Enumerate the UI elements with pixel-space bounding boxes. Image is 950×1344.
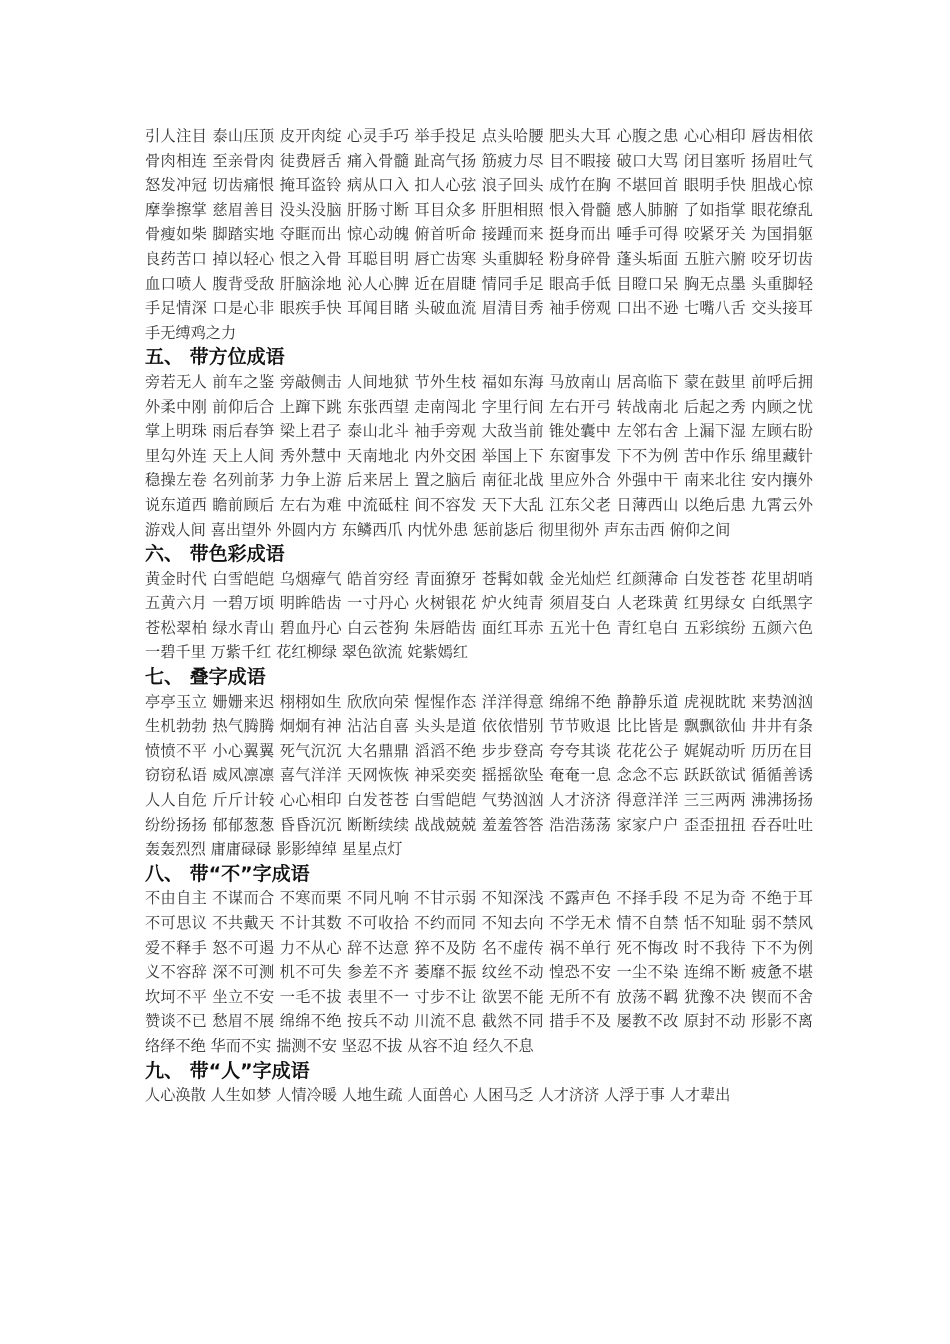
- section-heading-bu: 八、 带“不”字成语: [145, 862, 310, 885]
- section-heading-color: 六、 带色彩成语: [145, 543, 285, 566]
- idiom-list-body-parts: 引人注目 泰山压顶 皮开肉绽 心灵手巧 举手投足 点头哈腰 肥头大耳 心腹之患 心心相印 唇齿相依 骨肉相连 至亲骨肉 徒费唇舌 痛入骨髓 趾高气扬 筋疲力尽 目不暇接 破口大骂 闭目塞听 扬眉吐气 怒发冲冠 切齿痛恨 掩耳盗铃 病从口入 扣人心弦 浪子回头 成竹在胸 不堪回首 眼明手快 胆战心惊 摩拳擦掌 慈眉善目 没头没脑 肝肠寸断 耳目众多 肝胆相照 恨入骨髓 感人肺腑 了如指掌 眼花缭乱 骨瘦如柴 脚踏实地 夺眶而出 惊心动魄 俯首听命 接踵而来 挺身而出 唾手可得 咬紧牙关 为国捐躯 良药苦口 掉以轻心 恨之入骨 耳聪目明 唇亡齿寒 头重脚轻 粉身碎骨 蓬头垢面 五脏六腑 咬牙切齿 血口喷人 腹背受敌 肝脑涂地 沁人心脾 近在眉睫 情同手足 眼高手低 目瞪口呆 胸无点墨 头重脚轻 手足情深 口是心非 眼疾手快 耳闻目睹 头破血流 眉清目秀 袖手傍观 口出不逊 七嘴八舌 交头接耳 手无缚鸡之力: [145, 127, 813, 342]
- idiom-list-reduplicated: 亭亭玉立 姗姗来迟 栩栩如生 欣欣向荣 惺惺作态 洋洋得意 绵绵不绝 静静乐道 虎视眈眈 来势汹汹 生机勃勃 热气腾腾 炯炯有神 沾沾自喜 头头是道 依依惜别 节节败退 比比皆是 飘飘欲仙 井井有条 愤愤不平 小心翼翼 死气沉沉 大名鼎鼎 滔滔不绝 步步登高 夸夸其谈 花花公子 娓娓动听 历历在目 窃窃私语 威风凛凛 喜气洋洋 天网恢恢 神采奕奕 摇摇欲坠 奄奄一息 念念不忘 跃跃欲试 循循善诱 人人自危 斤斤计较 心心相印 白发苍苍 白雪皑皑 气势汹汹 人才济济 得意洋洋 三三两两 沸沸扬扬 纷纷扬扬 郁郁葱葱 昏昏沉沉 断断续续 战战兢兢 羞羞答答 浩浩荡荡 家家户户 歪歪扭扭 吞吞吐吐 轰轰烈烈 庸庸碌碌 影影绰绰 星星点灯: [145, 692, 813, 859]
- section-heading-ren: 九、 带“人”字成语: [145, 1059, 310, 1082]
- idiom-list-direction: 旁若无人 前车之鉴 旁敲侧击 人间地狱 节外生枝 福如东海 马放南山 居高临下 蒙在鼓里 前呼后拥 外柔中刚 前仰后合 上蹿下跳 东张西望 走南闯北 字里行间 左右开弓 转战南北 后起之秀 内顾之忧 掌上明珠 雨后春笋 梁上君子 泰山北斗 袖手旁观 大敌当前 锥处囊中 左邻右舍 上漏下湿 左顾右盼 里勾外连 天上人间 秀外慧中 天南地北 内外交困 举国上下 东窗事发 下不为例 苦中作乐 绵里藏针 稳操左卷 名列前茅 力争上游 后来居上 置之脑后 南征北战 里应外合 外强中干 南来北往 安内攘外 说东道西 瞻前顾后 左右为难 中流砥柱 间不容发 天下大乱 江东父老 日薄西山 以绝后患 九霄云外 游戏人间 喜出望外 外圆内方 东鳞西爪 内忧外患 惩前毖后 彻里彻外 声东击西 俯仰之间: [145, 372, 813, 539]
- idiom-list-bu: 不由自主 不谋而合 不寒而栗 不同凡响 不甘示弱 不知深浅 不露声色 不择手段 不足为奇 不绝于耳 不可思议 不共戴天 不计其数 不可收拾 不约而同 不知去向 不学无术 情不自禁 恬不知耻 弱不禁风 爱不释手 怒不可遏 力不从心 辞不达意 猝不及防 名不虚传 祸不单行 死不悔改 时不我待 下不为例 义不容辞 深不可测 机不可失 参差不齐 萎靡不振 纹丝不动 惶恐不安 一尘不染 连绵不断 疲惫不堪 坎坷不平 坐立不安 一毛不拔 表里不一 寸步不让 欲罢不能 无所不有 放荡不羁 犹豫不决 锲而不舍 赞谈不已 愁眉不展 绵绵不绝 按兵不动 川流不息 截然不同 措手不及 屡教不改 原封不动 形影不离 络绎不绝 华而不实 揣测不安 坚忍不拔 从容不迫 经久不息: [145, 889, 813, 1055]
- section-heading-direction: 五、 带方位成语: [145, 346, 285, 369]
- idiom-list-color: 黄金时代 白雪皑皑 乌烟瘴气 皓首穷经 青面獠牙 苍髯如戟 金光灿烂 红颜薄命 白发苍苍 花里胡哨 五黄六月 一碧万顷 明眸皓齿 一寸丹心 火树银花 炉火纯青 须眉芟白 人老珠黄 红男绿女 白纸黑字 苍松翠柏 绿水青山 碧血丹心 白云苍狗 朱唇皓齿 面红耳赤 五光十色 青红皂白 五彩缤纷 五颜六色 一碧千里 万紫千红 花红柳绿 翠色欲流 姹紫嫣红: [145, 569, 813, 662]
- document-body: [145, 124, 813, 1108]
- section-heading-reduplicated: 七、 叠字成语: [145, 666, 266, 689]
- idiom-list-ren: 人心涣散 人生如梦 人情冷暖 人地生疏 人面兽心 人困马乏 人才济济 人浮于事 人才辈出: [145, 1086, 731, 1105]
